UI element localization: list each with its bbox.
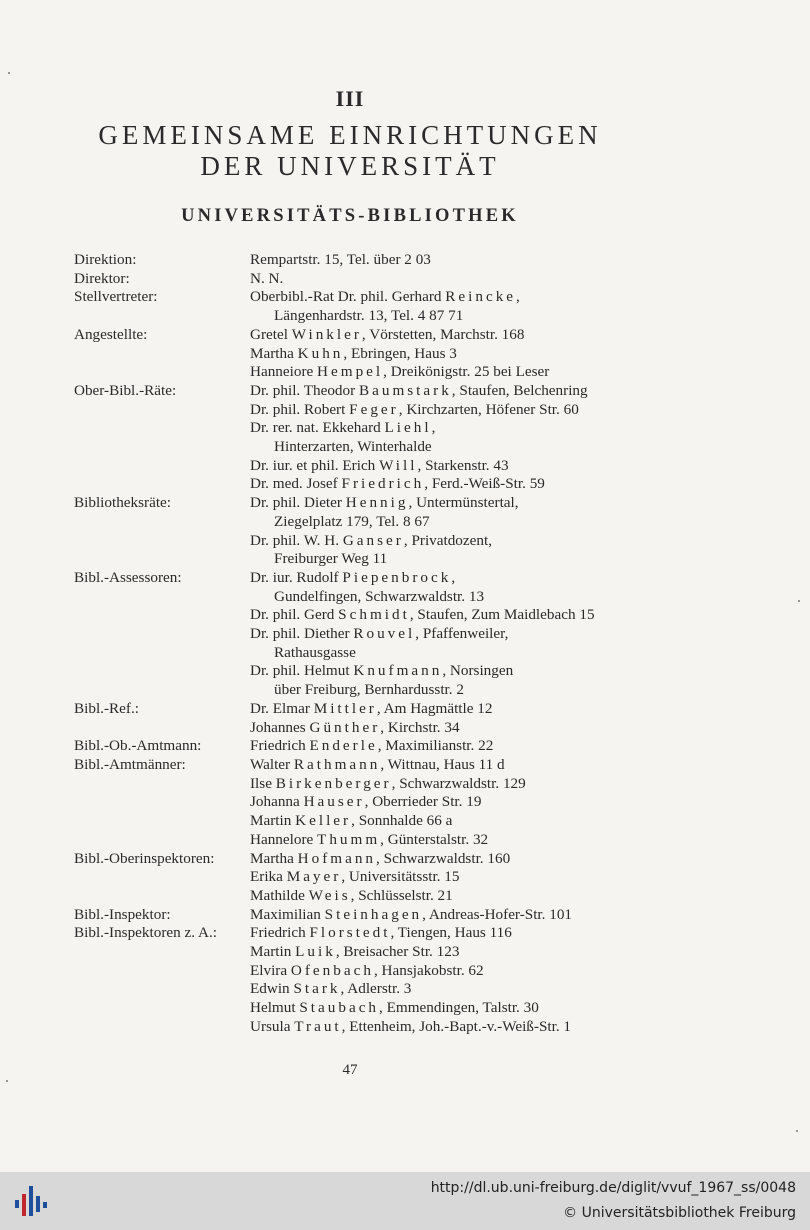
entry-line (250, 868, 714, 887)
entry-address: , Wittnau, Haus 11 d (380, 755, 505, 773)
entry-line (250, 980, 714, 999)
entry-label: Angestellte: (74, 325, 148, 343)
entry-address: , Ettenheim, Joh.-Bapt.-v.-Weiß-Str. 1 (341, 1017, 572, 1035)
entry-values (250, 850, 714, 906)
entry-line-continuation (250, 681, 714, 700)
entry-text: Maximilian (250, 905, 325, 923)
entry-line (250, 1018, 714, 1037)
entry-text: Mathilde (250, 886, 309, 904)
entry-label: Bibl.-Inspektoren z. A.: (74, 924, 217, 942)
entry-line (250, 906, 714, 925)
directory-entry (74, 906, 714, 925)
entry-values (250, 382, 714, 494)
entry-address: , (516, 288, 520, 306)
entry-text: Ziegelplatz 179, Tel. 8 67 (274, 512, 430, 530)
entry-text: Hinterzarten, Winterhalde (274, 438, 432, 456)
entry-line (250, 569, 714, 588)
entry-label: Ober-Bibl.-Räte: (74, 381, 177, 399)
person-surname: Rouvel (353, 625, 416, 643)
copyright-notice: © Universitätsbibliothek Freiburg (563, 1205, 796, 1221)
person-surname: Staubach (299, 999, 380, 1017)
entry-text: Dr. Elmar (250, 699, 314, 717)
entry-text: Helmut (250, 999, 300, 1017)
entry-address: , Staufen, Zum Maidlebach 15 (409, 606, 595, 624)
entry-line-continuation (250, 588, 714, 607)
person-surname: Piepenbrock (342, 568, 452, 586)
entry-values (250, 270, 714, 289)
directory-entry (74, 850, 714, 906)
entry-text: Ursula (250, 1017, 295, 1035)
person-surname: Rathmann (293, 755, 381, 773)
entry-label: Direktor: (74, 269, 130, 287)
entry-line (250, 288, 714, 307)
entry-text: Hanneiore (250, 363, 318, 381)
entry-line (250, 270, 714, 289)
entry-text: Gretel (250, 325, 292, 343)
entry-address: , Breisacher Str. 123 (335, 943, 460, 961)
entry-address: , Oberrieder Str. 19 (364, 793, 482, 811)
entry-address: , Vörstetten, Marchstr. 168 (361, 325, 525, 343)
entry-text: Dr. phil. Robert (250, 400, 350, 418)
person-surname: Hempel (317, 363, 384, 381)
entry-line (250, 457, 714, 476)
section-title: UNIVERSITÄTS-BIBLIOTHEK (181, 206, 519, 226)
directory-entry (74, 569, 714, 700)
entry-text: Friedrich (250, 737, 310, 755)
entry-text: über Freiburg, Bernhardusstr. 2 (274, 681, 464, 699)
entry-line (250, 775, 714, 794)
entry-text: Dr. phil. Theodor (250, 381, 359, 399)
entry-text: Rathausgasse (274, 643, 356, 661)
person-surname: Birkenberger (275, 774, 392, 792)
entry-address: , Untermünstertal, (408, 494, 519, 512)
entry-line (250, 662, 714, 681)
entry-line (250, 326, 714, 345)
directory-entry (74, 756, 714, 850)
entry-label: Bibl.-Amtmänner: (74, 755, 186, 773)
entry-line (250, 700, 714, 719)
directory-entry (74, 737, 714, 756)
entry-values (250, 288, 714, 325)
entry-address: , Andreas-Hofer-Str. 101 (422, 905, 573, 923)
directory-entry (74, 288, 714, 325)
ub-freiburg-logo-icon[interactable] (12, 1182, 52, 1222)
scan-speck (796, 1130, 798, 1132)
entry-line (250, 475, 714, 494)
entry-line (250, 850, 714, 869)
person-surname: Schmidt (338, 606, 410, 624)
source-url-link[interactable]: http://dl.ub.uni-freiburg.de/diglit/vvuf_1967_ss/0048 (430, 1180, 796, 1196)
entry-label: Bibl.-Inspektor: (74, 905, 171, 923)
entry-text: Dr. phil. Dieter (250, 494, 346, 512)
entry-text: Erika (250, 868, 287, 886)
person-surname: Traut (294, 1017, 342, 1035)
person-surname: Knufmann (353, 662, 443, 680)
person-surname: Winkler (291, 325, 362, 343)
person-surname: Liehl (384, 419, 432, 437)
person-surname: Keller (295, 812, 352, 830)
entry-address: , Tiengen, Haus 116 (390, 924, 512, 942)
entry-line (250, 532, 714, 551)
person-surname: Kuhn (297, 344, 344, 362)
entry-line-continuation (250, 307, 714, 326)
person-surname: Florstedt (309, 924, 391, 942)
scan-speck (6, 1080, 8, 1082)
person-surname: Thumm (317, 830, 381, 848)
entry-line (250, 606, 714, 625)
directory-entry (74, 270, 714, 289)
entry-label: Bibliotheksräte: (74, 494, 172, 512)
entry-line (250, 887, 714, 906)
entry-text: Elvira (250, 961, 291, 979)
person-surname: Feger (349, 400, 399, 418)
entry-line (250, 737, 714, 756)
entry-line (250, 943, 714, 962)
entry-address: , Kirchzarten, Höfener Str. 60 (398, 400, 579, 418)
entry-values (250, 700, 714, 737)
entry-address: , Adlerstr. 3 (340, 980, 412, 998)
entry-text: Hannelore (250, 830, 318, 848)
entry-line (250, 924, 714, 943)
entry-address: , Sonnhalde 66 a (351, 812, 453, 830)
entry-values (250, 756, 714, 850)
entry-text: Dr. iur. et phil. Erich (250, 456, 380, 474)
entry-address: , Hansjakobstr. 62 (373, 961, 484, 979)
entry-text: Dr. phil. Gerd (250, 606, 339, 624)
person-surname: Mittler (313, 699, 377, 717)
entry-address: , Schlüsselstr. 21 (350, 886, 453, 904)
entry-text: Oberbibl.-Rat Dr. phil. Gerhard (250, 288, 446, 306)
entry-text: Edwin (250, 980, 294, 998)
entry-values (250, 737, 714, 756)
entry-address: , Schwarzwaldstr. 129 (391, 774, 526, 792)
person-surname: Reincke (445, 288, 517, 306)
entry-label: Direktion: (74, 251, 137, 268)
entry-line-continuation (250, 438, 714, 457)
chapter-title-line2: DER UNIVERSITÄT (200, 151, 500, 181)
entry-address: , Pfaffenweiler, (415, 625, 509, 643)
entry-text: Dr. iur. Rudolf (250, 568, 343, 586)
entry-line (250, 831, 714, 850)
entry-text: Rempartstr. 15, Tel. über 2 03 (250, 251, 431, 268)
entry-address: , (431, 419, 436, 437)
person-surname: Mayer (286, 868, 342, 886)
entry-text: Martha (250, 344, 298, 362)
entry-address: , Günterstalstr. 32 (380, 830, 489, 848)
entry-label: Stellvertreter: (74, 288, 158, 306)
entry-address: , Starkenstr. 43 (417, 456, 509, 474)
person-surname: Baumstark (358, 381, 452, 399)
entry-line-continuation (250, 644, 714, 663)
person-surname: Will (379, 456, 418, 474)
entry-address: , Universitätsstr. 15 (341, 868, 460, 886)
entry-values (250, 569, 714, 700)
entry-text: Dr. phil. Helmut (250, 662, 354, 680)
entry-address: , Schwarzwaldstr. 160 (376, 849, 511, 867)
entry-text: Ilse (250, 774, 276, 792)
entry-values (250, 924, 714, 1036)
entry-text: Martin (250, 812, 296, 830)
entry-values (250, 906, 714, 925)
entry-address: , (451, 568, 456, 586)
entry-address: , Ferd.-Weiß-Str. 59 (424, 475, 545, 493)
entry-text: N. N. (250, 269, 284, 287)
person-surname: Luik (295, 943, 336, 961)
entry-text: Johanna (250, 793, 304, 811)
person-surname: Enderle (309, 737, 378, 755)
person-surname: Ofenbach (290, 961, 374, 979)
entry-address: , Emmendingen, Talstr. 30 (379, 999, 539, 1017)
entry-text: Längenhardstr. 13, Tel. 4 87 71 (274, 307, 464, 325)
entry-text: Johannes (250, 718, 310, 736)
entry-address: , Norsingen (442, 662, 514, 680)
entry-text: Martin (250, 943, 296, 961)
chapter-title (0, 120, 700, 182)
entry-text: Martha (250, 849, 298, 867)
person-surname: Ganser (342, 531, 404, 549)
person-surname: Weis (308, 886, 351, 904)
entry-address: , Privatdozent, (403, 531, 492, 549)
entry-line (250, 382, 714, 401)
person-surname: Hofmann (297, 849, 377, 867)
entry-line (250, 494, 714, 513)
entry-label: Bibl.-Ob.-Amtmann: (74, 737, 202, 755)
directory-entry (74, 700, 714, 737)
entry-address: , Staufen, Belchenring (451, 381, 588, 399)
entry-line (250, 812, 714, 831)
entry-line (250, 793, 714, 812)
entry-label: Bibl.-Ref.: (74, 699, 139, 717)
entry-text: Friedrich (250, 924, 310, 942)
entry-text: Dr. phil. W. H. (250, 531, 343, 549)
page-number: 47 (342, 1062, 358, 1078)
entry-values (250, 326, 714, 382)
entry-text: Walter (250, 755, 294, 773)
entry-address: , Maximilianstr. 22 (377, 737, 494, 755)
entry-text: Freiburger Weg 11 (274, 550, 388, 568)
staff-directory (74, 251, 714, 1037)
entry-line (250, 719, 714, 738)
entry-text: Gundelfingen, Schwarzwaldstr. 13 (274, 587, 485, 605)
entry-text: Dr. phil. Diether (250, 625, 354, 643)
directory-entry (74, 326, 714, 382)
entry-address: , Am Hagmättle 12 (376, 699, 493, 717)
entry-line (250, 345, 714, 364)
entry-label: Bibl.-Oberinspektoren: (74, 849, 215, 867)
entry-line-continuation (250, 550, 714, 569)
chapter-number: III (335, 86, 365, 111)
entry-label: Bibl.-Assessoren: (74, 568, 182, 586)
entry-text: Dr. rer. nat. Ekkehard (250, 419, 385, 437)
entry-line (250, 962, 714, 981)
entry-line-continuation (250, 513, 714, 532)
viewer-footer (0, 1172, 810, 1230)
entry-address: , Ebringen, Haus 3 (343, 344, 457, 362)
entry-line (250, 251, 714, 270)
entry-address: , Kirchstr. 34 (380, 718, 460, 736)
entry-line (250, 999, 714, 1018)
entry-line (250, 756, 714, 775)
entry-values (250, 494, 714, 569)
person-surname: Hennig (345, 494, 409, 512)
directory-entry (74, 924, 714, 1036)
person-surname: Hauser (303, 793, 365, 811)
entry-values (250, 251, 714, 270)
entry-text: Dr. med. Josef (250, 475, 342, 493)
directory-entry (74, 494, 714, 569)
directory-entry (74, 251, 714, 270)
scan-speck (798, 600, 800, 602)
entry-line (250, 401, 714, 420)
person-surname: Steinhagen (324, 905, 423, 923)
entry-line (250, 363, 714, 382)
entry-line (250, 625, 714, 644)
entry-line (250, 419, 714, 438)
scan-speck (8, 72, 10, 74)
directory-entry (74, 382, 714, 494)
person-surname: Friedrich (341, 475, 425, 493)
chapter-title-line1: GEMEINSAME EINRICHTUNGEN (98, 120, 602, 150)
entry-address: , Dreikönigstr. 25 bei Leser (383, 363, 550, 381)
person-surname: Stark (293, 980, 341, 998)
person-surname: Günther (309, 718, 381, 736)
